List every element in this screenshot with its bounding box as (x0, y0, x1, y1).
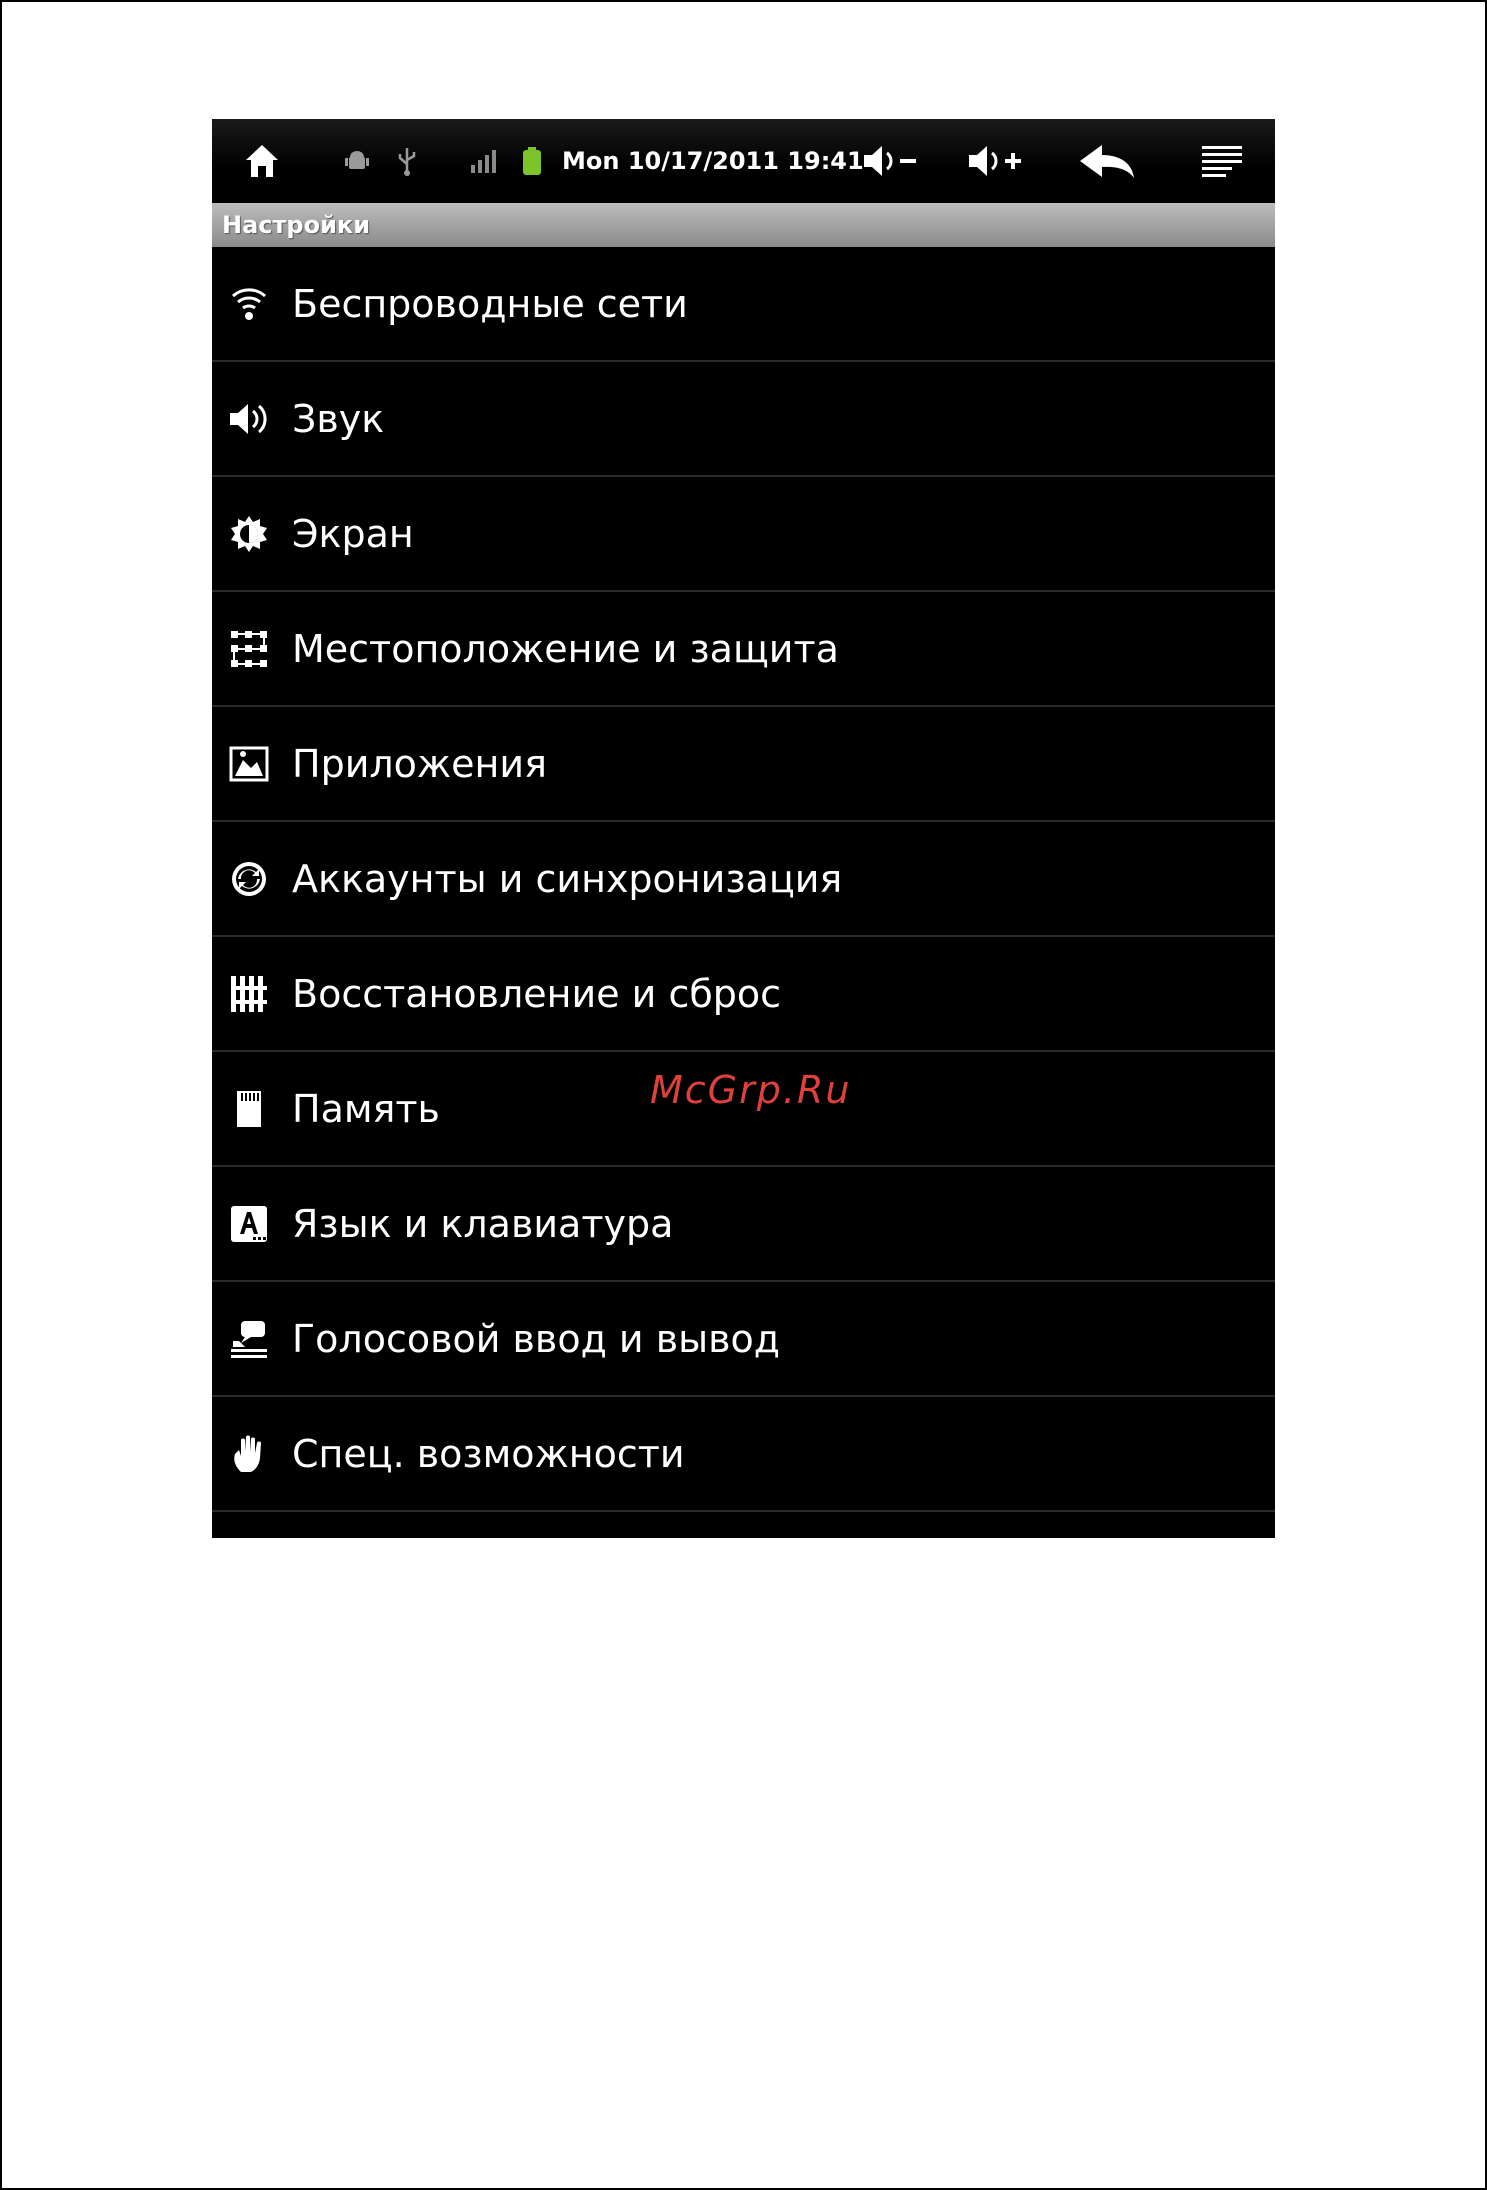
settings-item-label: Беспроводные сети (292, 282, 688, 326)
settings-item-wireless[interactable] (212, 247, 1275, 362)
sync-icon (228, 858, 270, 900)
device-screen (212, 119, 1275, 1538)
language-icon (228, 1203, 270, 1245)
title-bar (212, 203, 1275, 247)
settings-item-display[interactable] (212, 477, 1275, 592)
settings-item-sound[interactable] (212, 362, 1275, 477)
menu-icon[interactable] (1192, 119, 1252, 203)
settings-item-label: Голосовой ввод и вывод (292, 1317, 781, 1361)
settings-item-accounts-sync[interactable] (212, 822, 1275, 937)
page-title: Настройки (222, 211, 371, 239)
usb-icon (392, 119, 422, 203)
status-datetime: Mon 10/17/2011 19:41 (562, 147, 864, 175)
applications-icon (228, 743, 270, 785)
settings-item-backup-reset[interactable] (212, 937, 1275, 1052)
accessibility-hand-icon (228, 1433, 270, 1475)
android-debug-icon (342, 119, 372, 203)
settings-item-label: Язык и клавиатура (292, 1202, 674, 1246)
speaker-icon (228, 398, 270, 440)
settings-item-label: Приложения (292, 742, 547, 786)
settings-item-accessibility[interactable] (212, 1397, 1275, 1512)
settings-item-label: Местоположение и защита (292, 627, 839, 671)
settings-item-label: Восстановление и сброс (292, 972, 782, 1016)
settings-item-voice-io[interactable] (212, 1282, 1275, 1397)
settings-item-applications[interactable] (212, 707, 1275, 822)
signal-icon (467, 119, 501, 203)
home-icon[interactable] (232, 119, 292, 203)
sd-card-icon (228, 1088, 270, 1130)
settings-item-label: Спец. возможности (292, 1432, 685, 1476)
status-bar (212, 119, 1275, 203)
settings-item-label: Звук (292, 397, 385, 441)
settings-item-label: Экран (292, 512, 414, 556)
watermark: McGrp.Ru (650, 1068, 852, 1112)
settings-list (212, 247, 1275, 1532)
brightness-icon (228, 513, 270, 555)
location-grid-icon (228, 628, 270, 670)
volume-down-icon[interactable] (857, 119, 927, 203)
settings-item-label: Аккаунты и синхронизация (292, 857, 843, 901)
settings-item-language-keyboard[interactable] (212, 1167, 1275, 1282)
settings-item-partial (212, 1512, 1275, 1532)
settings-item-location-security[interactable] (212, 592, 1275, 707)
back-icon[interactable] (1072, 119, 1142, 203)
voice-icon (228, 1318, 270, 1360)
backup-reset-icon (228, 973, 270, 1015)
volume-up-icon[interactable] (962, 119, 1032, 203)
wifi-icon (228, 283, 270, 325)
settings-item-label: Память (292, 1087, 440, 1131)
battery-icon (517, 119, 547, 203)
